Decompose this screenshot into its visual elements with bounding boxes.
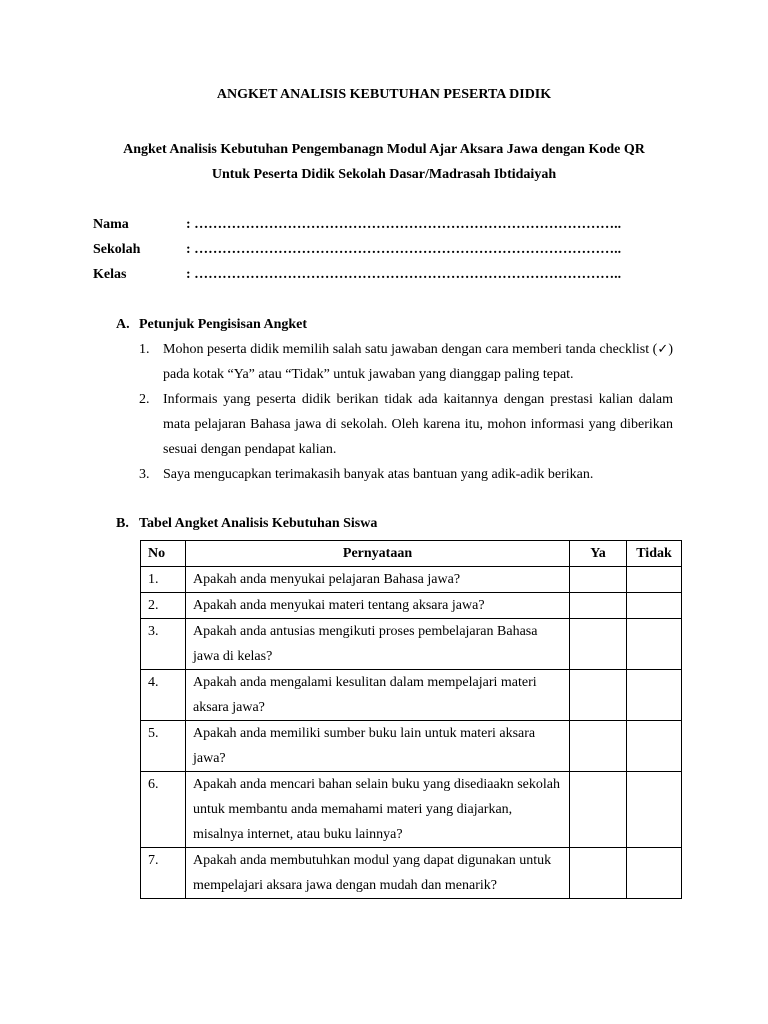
row-statement: Apakah anda menyukai pelajaran Bahasa jawa? xyxy=(186,567,570,593)
school-label: Sekolah xyxy=(93,242,141,257)
row-statement: Apakah anda menyukai materi tentang aksara jawa? xyxy=(186,593,570,619)
instruction-text: Saya mengucapkan terimakasih banyak atas bantuan yang adik-adik berikan. xyxy=(163,467,594,482)
row-statement: Apakah anda mencari bahan selain buku yang disediaakn sekolah untuk membantu anda memahami materi yang diajarkan, misalnya internet, atau buku lainnya? xyxy=(186,772,570,848)
document-title: ANGKET ANALISIS KEBUTUHAN PESERTA DIDIK xyxy=(216,87,552,102)
row-statement: Apakah anda mengalami kesulitan dalam mempelajari materi aksara jawa? xyxy=(186,670,570,721)
no-checkbox-cell[interactable] xyxy=(627,567,682,593)
row-statement: Apakah anda memiliki sumber buku lain untuk materi aksara jawa? xyxy=(186,721,570,772)
no-checkbox-cell[interactable] xyxy=(627,721,682,772)
section-b-letter: B. xyxy=(116,516,129,531)
section-b-title: Tabel Angket Analisis Kebutuhan Siswa xyxy=(139,516,378,531)
yes-checkbox-cell[interactable] xyxy=(570,593,627,619)
section-a-title: Petunjuk Pengisisan Angket xyxy=(139,317,308,332)
table-row xyxy=(141,619,682,670)
instruction-list xyxy=(116,337,676,487)
identity-fields xyxy=(93,212,621,287)
yes-checkbox-cell[interactable] xyxy=(570,772,627,848)
no-checkbox-cell[interactable] xyxy=(627,772,682,848)
yes-checkbox-cell[interactable] xyxy=(570,721,627,772)
instruction-item xyxy=(116,387,676,462)
no-checkbox-cell[interactable] xyxy=(627,593,682,619)
instruction-number: 1. xyxy=(139,342,150,357)
instruction-item xyxy=(116,337,676,387)
section-a-letter: A. xyxy=(116,317,130,332)
row-number: 4. xyxy=(141,670,186,721)
subtitle-line-1: Angket Analisis Kebutuhan Pengembanagn Modul Ajar Aksara Jawa dengan Kode QR xyxy=(123,142,645,157)
instruction-number: 2. xyxy=(139,392,150,407)
identity-row-school xyxy=(93,237,621,262)
yes-checkbox-cell[interactable] xyxy=(570,848,627,899)
row-statement: Apakah anda antusias mengikuti proses pembelajaran Bahasa jawa di kelas? xyxy=(186,619,570,670)
table-row xyxy=(141,848,682,899)
questionnaire-table xyxy=(140,540,682,899)
section-instructions xyxy=(116,312,676,487)
yes-checkbox-cell[interactable] xyxy=(570,670,627,721)
document-subtitle xyxy=(80,137,688,187)
header-yes: Ya xyxy=(570,541,627,567)
checkmark-icon: ✓ xyxy=(657,342,669,357)
table-header-row xyxy=(141,541,682,567)
table-row xyxy=(141,670,682,721)
section-b-heading xyxy=(116,511,377,536)
no-checkbox-cell[interactable] xyxy=(627,619,682,670)
school-blank: : ……………………………………………………………………………….. xyxy=(186,242,622,257)
row-number: 3. xyxy=(141,619,186,670)
name-label: Nama xyxy=(93,217,129,232)
class-label: Kelas xyxy=(93,267,127,282)
no-checkbox-cell[interactable] xyxy=(627,848,682,899)
instruction-text: Informais yang peserta didik berikan tidak ada kaitannya dengan prestasi kalian dalam mata pelajaran Bahasa jawa di sekolah. Oleh karena itu, mohon informasi yang diberikan sesuai dengan pendapat kalian. xyxy=(163,392,673,457)
table-row xyxy=(141,567,682,593)
name-blank: : ……………………………………………………………………………….. xyxy=(186,217,622,232)
subtitle-line-2: Untuk Peserta Didik Sekolah Dasar/Madrasah Ibtidaiyah xyxy=(211,167,557,182)
header-statement: Pernyataan xyxy=(186,541,570,567)
row-number: 6. xyxy=(141,772,186,848)
class-blank: : ……………………………………………………………………………….. xyxy=(186,267,622,282)
yes-checkbox-cell[interactable] xyxy=(570,619,627,670)
header-no-answer: Tidak xyxy=(627,541,682,567)
row-number: 2. xyxy=(141,593,186,619)
identity-row-name xyxy=(93,212,621,237)
instruction-item xyxy=(116,462,676,487)
instruction-text-part: Mohon peserta didik memilih salah satu jawaban dengan cara memberi tanda checklist ( xyxy=(163,342,658,357)
row-number: 5. xyxy=(141,721,186,772)
yes-checkbox-cell[interactable] xyxy=(570,567,627,593)
row-statement: Apakah anda membutuhkan modul yang dapat digunakan untuk mempelajari aksara jawa dengan mudah dan menarik? xyxy=(186,848,570,899)
section-a-heading xyxy=(116,312,676,337)
identity-row-class xyxy=(93,262,621,287)
instruction-text xyxy=(163,337,673,387)
table-row xyxy=(141,721,682,772)
no-checkbox-cell[interactable] xyxy=(627,670,682,721)
instruction-number: 3. xyxy=(139,467,150,482)
row-number: 1. xyxy=(141,567,186,593)
row-number: 7. xyxy=(141,848,186,899)
header-no: No xyxy=(141,541,186,567)
table-row xyxy=(141,772,682,848)
instruction-text-part: ) pada kotak “Ya” atau “Tidak” untuk jawaban yang dianggap paling tepat. xyxy=(163,342,673,382)
table-row xyxy=(141,593,682,619)
